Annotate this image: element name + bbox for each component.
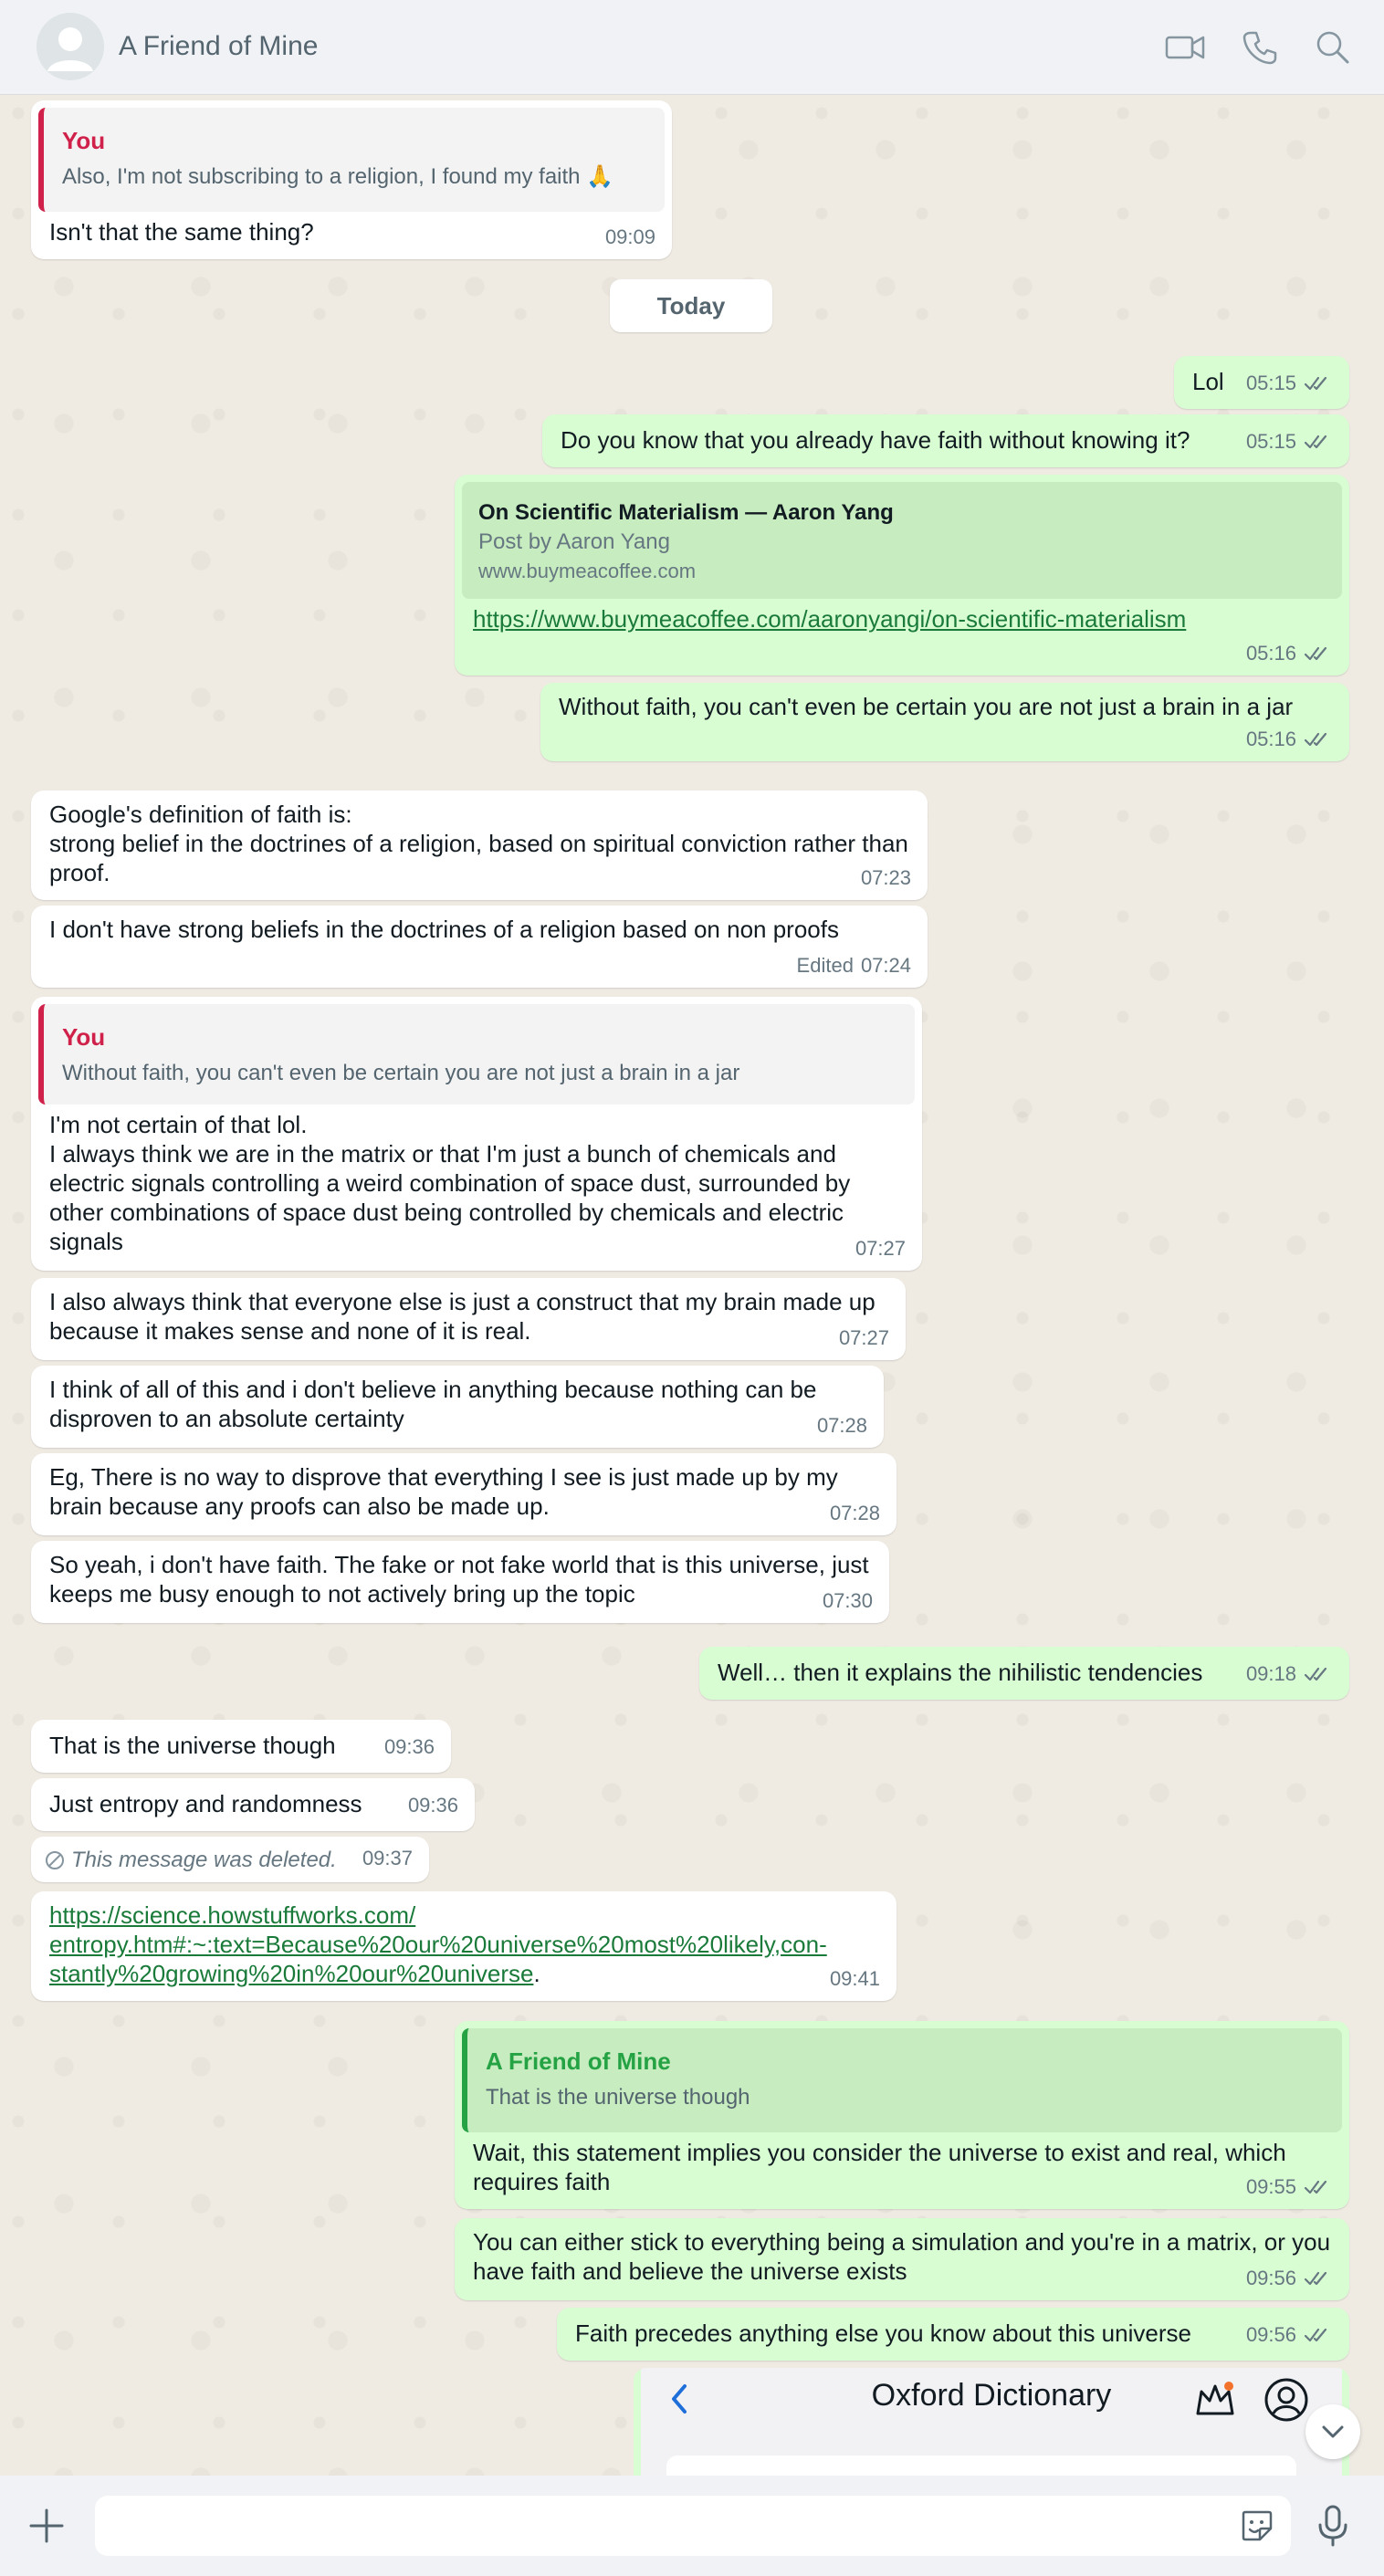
contact-avatar[interactable] xyxy=(37,13,104,80)
message-meta xyxy=(605,223,655,252)
quote-author: You xyxy=(62,127,106,154)
sticker-icon[interactable] xyxy=(1238,2507,1276,2545)
profile-icon xyxy=(1263,2377,1309,2423)
quote-author: You xyxy=(62,1023,106,1051)
image-content[interactable] xyxy=(641,2368,1342,2476)
message-time: 09:36 xyxy=(383,1735,435,1758)
message-bubble[interactable] xyxy=(31,1541,889,1623)
message-text: That is the universe though xyxy=(49,1732,336,1759)
message-time: 07:27 xyxy=(838,1326,889,1349)
message-text: I'm not certain of that lol. I always think we are in the matrix or that I'm just a bunch of chemicals and electric signals controlling a weird combination of space dust, surrounded by other combinations of space dust being controlled by chemicals and electric signals xyxy=(49,1111,851,1255)
message-time: 05:15 xyxy=(1245,430,1296,453)
message-meta xyxy=(1246,369,1333,398)
quoted-message[interactable] xyxy=(38,1004,915,1105)
message-link[interactable]: https://science.howstuffworks.com/ xyxy=(49,1901,416,1929)
deleted-icon xyxy=(44,1848,66,1870)
message-text: Isn't that the same thing? xyxy=(49,218,314,246)
message-time: 07:23 xyxy=(860,866,911,889)
message-time: 07:27 xyxy=(855,1237,906,1260)
quote-author: A Friend of Mine xyxy=(486,2047,671,2075)
link-preview-card[interactable] xyxy=(462,482,1342,599)
message-bubble[interactable] xyxy=(31,1837,429,1882)
message-meta xyxy=(384,1733,435,1762)
link-suffix: . xyxy=(533,1960,540,1987)
scroll-down-button[interactable] xyxy=(1305,2404,1360,2459)
read-ticks-icon xyxy=(1304,2178,1333,2196)
message-text: I also always think that everyone else is just a construct that my brain made up because it makes sense and none of it is real. xyxy=(49,1288,875,1345)
message-bubble[interactable] xyxy=(455,475,1349,675)
read-ticks-icon xyxy=(1304,374,1333,393)
message-time: 05:16 xyxy=(1245,642,1296,665)
quote-text: Without faith, you can't even be certain you are not just a brain in a jar xyxy=(62,1061,740,1085)
chevron-down-icon xyxy=(1305,2404,1360,2459)
message-meta xyxy=(797,951,911,980)
message-bubble[interactable] xyxy=(1174,356,1349,409)
message-meta xyxy=(817,1411,867,1440)
message-text: Google's definition of faith is: strong belief in the doctrines of a religion, based on spiritual conviction rather than proof. xyxy=(49,801,908,886)
voice-call-icon[interactable] xyxy=(1238,26,1282,69)
message-time: 09:09 xyxy=(604,225,655,248)
video-call-icon[interactable] xyxy=(1163,26,1207,69)
message-composer xyxy=(0,2476,1384,2576)
message-text: You can either stick to everything being a simulation and you're in a matrix, or you have faith and believe the universe exists xyxy=(473,2228,1331,2285)
message-meta xyxy=(855,1234,906,1263)
message-bubble[interactable] xyxy=(31,100,672,259)
read-ticks-icon xyxy=(1304,644,1333,663)
message-meta xyxy=(823,1586,873,1616)
message-time: 09:36 xyxy=(407,1794,458,1817)
crown-icon xyxy=(1192,2379,1238,2421)
message-bubble[interactable] xyxy=(455,2021,1349,2209)
microphone-icon[interactable] xyxy=(1315,2503,1351,2549)
message-time: 09:55 xyxy=(1245,2175,1296,2198)
message-meta xyxy=(408,1791,458,1820)
image-message[interactable] xyxy=(634,2368,1349,2476)
message-time: 09:37 xyxy=(362,1847,413,1869)
message-bubble[interactable] xyxy=(540,683,1349,761)
message-link[interactable]: stantly%20growing%20in%20our%20universe xyxy=(49,1960,534,1987)
message-bubble[interactable] xyxy=(31,1453,896,1535)
message-meta xyxy=(861,864,911,893)
message-meta xyxy=(1246,2264,1333,2293)
message-bubble[interactable] xyxy=(455,2218,1349,2300)
read-ticks-icon xyxy=(1304,2326,1333,2344)
message-meta xyxy=(1246,2320,1333,2350)
quote-text: Also, I'm not subscribing to a religion, I found my faith 🙏 xyxy=(62,164,614,189)
message-time: 07:24 xyxy=(860,954,911,977)
message-time: 09:56 xyxy=(1245,2323,1296,2346)
message-bubble[interactable] xyxy=(31,1891,896,2001)
message-time: 07:28 xyxy=(816,1414,867,1437)
message-text: Wait, this statement implies you consider the universe to exist and real, which requires faith xyxy=(473,2139,1286,2195)
message-text: Just entropy and randomness xyxy=(49,1790,362,1817)
message-time: 09:18 xyxy=(1245,1662,1296,1685)
message-time: 05:15 xyxy=(1245,372,1296,394)
message-text: So yeah, i don't have faith. The fake or not fake world that is this universe, just keeps me busy enough to not actively bring up the topic xyxy=(49,1551,869,1607)
contact-name[interactable]: A Friend of Mine xyxy=(119,31,319,61)
edited-label: Edited xyxy=(796,954,854,977)
message-time: 07:30 xyxy=(822,1589,873,1612)
message-text: Lol xyxy=(1192,368,1224,395)
message-text: I don't have strong beliefs in the doctrines of a religion based on non proofs xyxy=(49,916,839,943)
message-text xyxy=(49,1901,827,1988)
quoted-message[interactable] xyxy=(462,2028,1342,2132)
message-meta xyxy=(1246,2173,1333,2202)
message-text: Eg, There is no way to disprove that everything I see is just made up by my brain because any proofs can also be made up. xyxy=(49,1463,838,1520)
message-text: I think of all of this and i don't believe in anything because nothing can be disproven to an absolute certainty xyxy=(49,1376,817,1432)
quote-text: That is the universe though xyxy=(486,2085,750,2110)
message-text: Without faith, you can't even be certain you are not just a brain in a jar xyxy=(559,693,1294,720)
message-meta xyxy=(1246,1660,1333,1689)
message-time: 09:41 xyxy=(829,1967,880,1990)
message-bubble[interactable] xyxy=(31,791,928,900)
default-avatar-icon xyxy=(37,13,104,80)
message-bubble[interactable] xyxy=(542,414,1349,467)
message-bubble[interactable] xyxy=(31,1278,906,1360)
message-meta xyxy=(830,1499,880,1528)
message-input[interactable] xyxy=(95,2496,1291,2556)
message-meta xyxy=(1246,427,1333,456)
deleted-message-text: This message was deleted. xyxy=(71,1848,337,1872)
attach-plus-icon[interactable] xyxy=(27,2507,66,2545)
message-time: 05:16 xyxy=(1245,728,1296,750)
message-bubble[interactable] xyxy=(31,1778,475,1831)
quoted-message[interactable] xyxy=(38,108,665,212)
message-meta xyxy=(1246,639,1333,668)
image-title: Oxford Dictionary xyxy=(871,2378,1112,2413)
message-bubble[interactable] xyxy=(557,2308,1349,2361)
message-bubble[interactable] xyxy=(31,1720,451,1773)
link-preview-title: On Scientific Materialism — Aaron Yang xyxy=(478,500,894,525)
message-meta xyxy=(839,1324,889,1353)
message-time: 07:28 xyxy=(829,1502,880,1524)
message-text: Well… then it explains the nihilistic tendencies xyxy=(718,1659,1203,1686)
date-divider: Today xyxy=(610,279,772,332)
read-ticks-icon xyxy=(1304,2269,1333,2288)
message-meta xyxy=(830,1964,880,1994)
message-text: Do you know that you already have faith without knowing it? xyxy=(561,426,1190,454)
link-preview-subtitle: Post by Aaron Yang xyxy=(478,529,670,554)
message-link[interactable]: https://www.buymeacoffee.com/aaronyangi/on-scientific-materialism xyxy=(473,605,1187,633)
chat-header xyxy=(0,0,1384,95)
message-time: 09:56 xyxy=(1245,2267,1296,2289)
read-ticks-icon xyxy=(1304,730,1333,749)
link-preview-domain: www.buymeacoffee.com xyxy=(478,560,697,582)
read-ticks-icon xyxy=(1304,433,1333,451)
message-bubble[interactable] xyxy=(699,1647,1349,1700)
message-meta xyxy=(1246,725,1333,754)
message-bubble[interactable] xyxy=(31,997,922,1271)
message-link[interactable]: entropy.htm#:~:text=Because%20our%20universe%20most%20likely,con- xyxy=(49,1931,827,1958)
search-icon[interactable] xyxy=(1311,26,1355,69)
message-bubble[interactable] xyxy=(31,1366,884,1448)
read-ticks-icon xyxy=(1304,1665,1333,1683)
message-bubble[interactable] xyxy=(31,906,928,988)
message-meta xyxy=(362,1844,413,1873)
message-text: Faith precedes anything else you know about this universe xyxy=(575,2319,1191,2347)
search-card xyxy=(666,2456,1296,2476)
